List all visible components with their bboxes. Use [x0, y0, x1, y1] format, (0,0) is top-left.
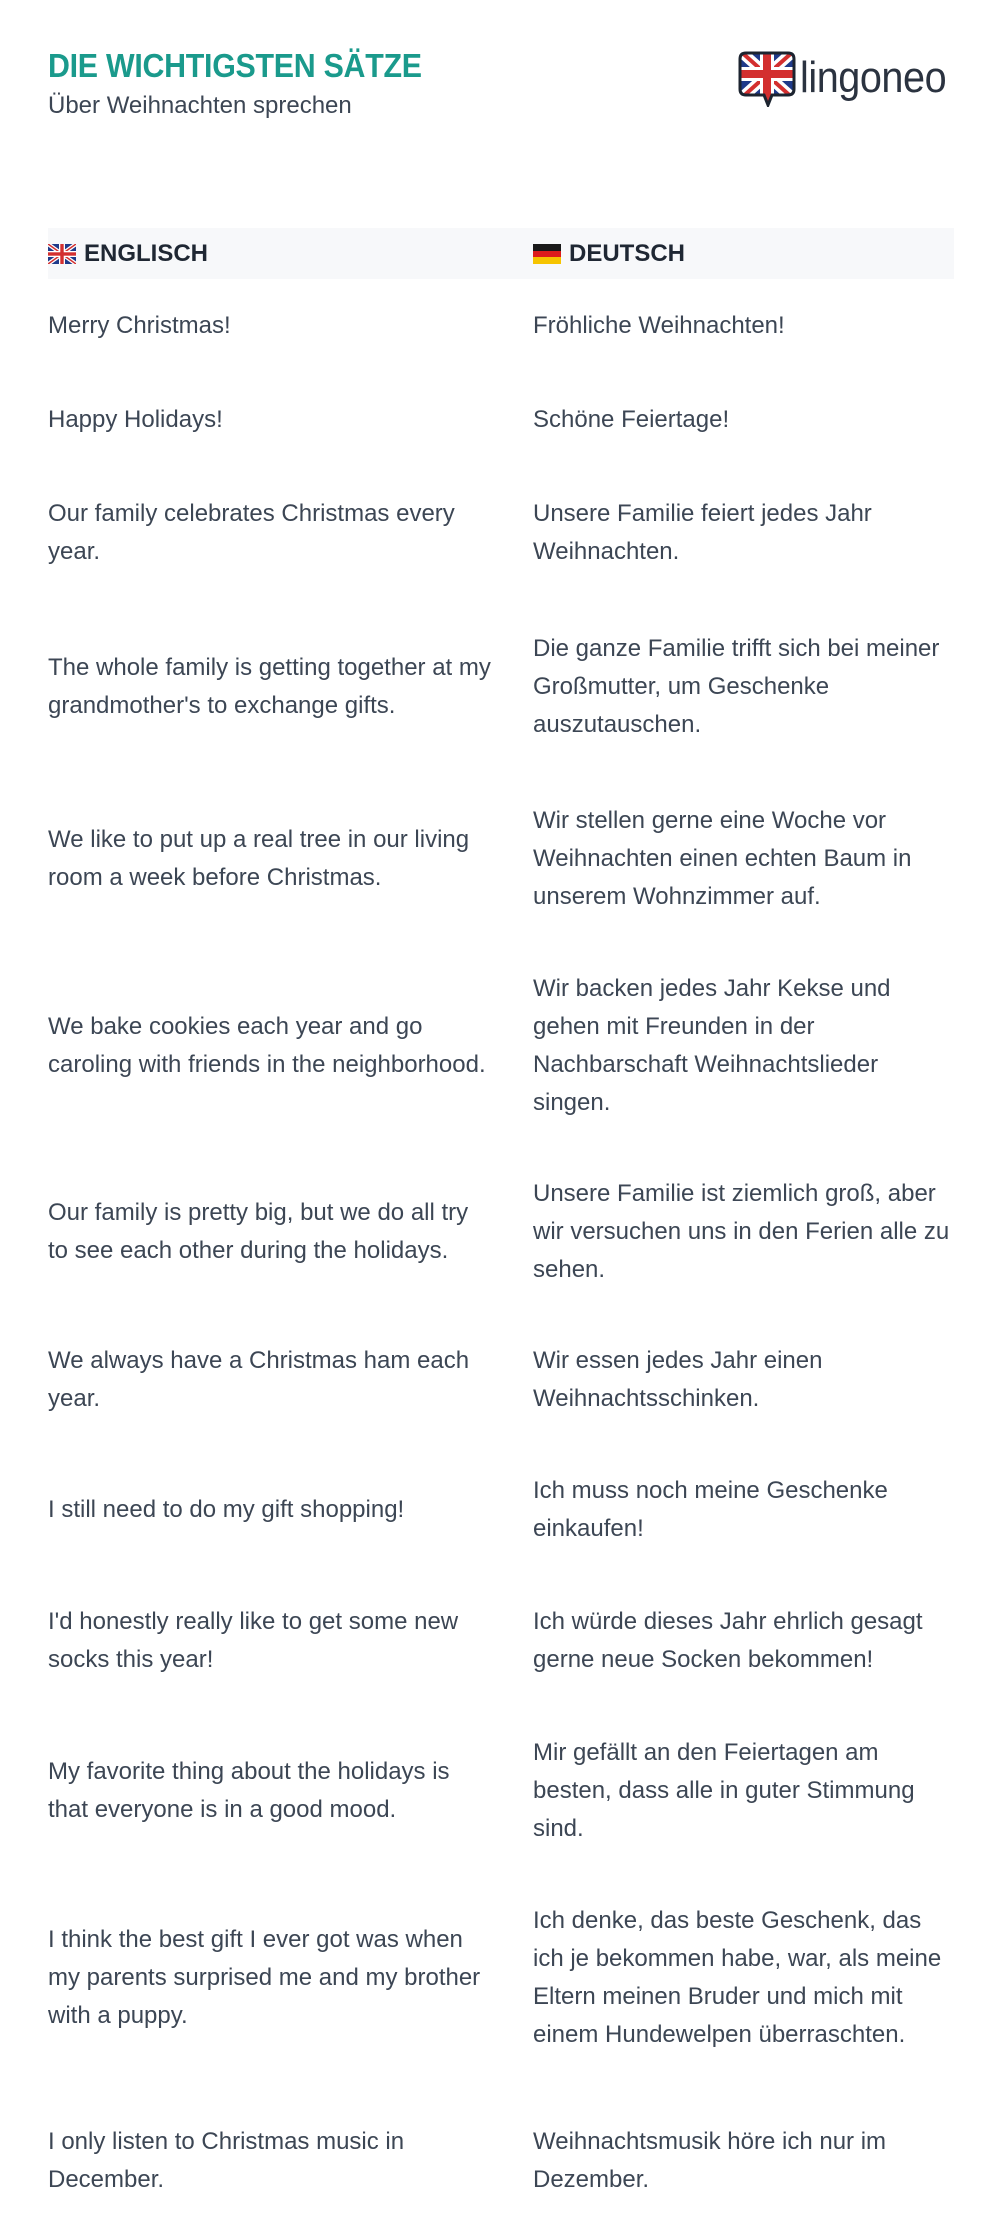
table-row	[48, 1315, 954, 1445]
english-phrase: We like to put up a real tree in our living room a week before Christmas.	[48, 826, 470, 891]
english-phrase: I'd honestly really like to get some new socks this year!	[48, 1608, 459, 1673]
english-phrase: Merry Christmas!	[48, 312, 231, 339]
table-header	[48, 228, 954, 279]
english-phrase: Our family is pretty big, but we do all try to see each other during the holidays.	[48, 1198, 469, 1264]
german-flag-icon	[533, 244, 561, 264]
german-phrase: Schöne Feiertage!	[533, 406, 730, 433]
column-header-english-label: ENGLISCH	[84, 239, 209, 267]
german-phrase: Wir stellen gerne eine Woche vor Weihnachten einen echten Baum in unserem Wohnzimmer auf.	[533, 807, 912, 910]
german-phrase: Wir backen jedes Jahr Kekse und gehen mit Freunden in der Nachbarschaft Weihnachtslieder singen.	[533, 974, 891, 1116]
table-row	[48, 1445, 954, 1575]
english-phrase: I think the best gift I ever got was when my parents surprised me and my brother with a puppy.	[48, 1926, 481, 2029]
table-row	[48, 2081, 954, 2235]
table-row	[48, 943, 954, 1148]
uk-flag-icon	[48, 244, 76, 264]
english-phrase: I only listen to Christmas music in December.	[48, 2128, 405, 2193]
column-header-german	[533, 228, 685, 279]
english-phrase: My favorite thing about the holidays is that everyone is in a good mood.	[48, 1758, 450, 1823]
table-row	[48, 279, 954, 373]
column-header-german-label: DEUTSCH	[569, 239, 686, 267]
table-row	[48, 1575, 954, 1707]
english-phrase: We bake cookies each year and go caroling with friends in the neighborhood.	[48, 1012, 486, 1078]
page-subtitle: Über Weihnachten sprechen	[48, 92, 352, 119]
german-phrase: Ich würde dieses Jahr ehrlich gesagt gerne neue Socken bekommen!	[533, 1608, 923, 1673]
german-phrase: Ich muss noch meine Geschenke einkaufen!	[533, 1477, 888, 1542]
german-phrase: Ich denke, das beste Geschenk, das ich je bekommen habe, war, als meine Eltern meinen Bruder und mich mit einem Hundewelpen überraschten.	[533, 1907, 942, 2048]
german-phrase: Fröhliche Weihnachten!	[533, 312, 785, 339]
table-row	[48, 1707, 954, 1875]
english-phrase: The whole family is getting together at my grandmother's to exchange gifts.	[48, 654, 491, 719]
page-title: DIE WICHTIGSTEN SÄTZE	[48, 47, 422, 84]
table-row	[48, 467, 954, 599]
german-phrase: Unsere Familie ist ziemlich groß, aber wir versuchen uns in den Ferien alle zu sehen.	[533, 1179, 950, 1283]
lingoneo-logo[interactable]	[738, 48, 962, 108]
uk-flag-speech-bubble-icon	[738, 49, 796, 107]
german-phrase: Wir essen jedes Jahr einen Weihnachtsschinken.	[533, 1347, 823, 1412]
table-row	[48, 1875, 954, 2081]
table-row	[48, 373, 954, 467]
table-row	[48, 599, 954, 775]
german-phrase: Die ganze Familie trifft sich bei meiner Großmutter, um Geschenke auszutauschen.	[533, 635, 940, 738]
table-row	[48, 775, 954, 943]
logo-text: lingoneo	[800, 53, 947, 102]
german-phrase: Unsere Familie feiert jedes Jahr Weihnachten.	[533, 500, 872, 565]
english-phrase: Our family celebrates Christmas every year.	[48, 500, 455, 565]
english-phrase: We always have a Christmas ham each year.	[48, 1347, 470, 1412]
column-header-english	[48, 228, 208, 279]
german-phrase: Mir gefällt an den Feiertagen am besten, dass alle in guter Stimmung sind.	[533, 1739, 915, 1842]
english-phrase: I still need to do my gift shopping!	[48, 1496, 405, 1523]
german-phrase: Weihnachtsmusik höre ich nur im Dezember.	[533, 2128, 887, 2193]
english-phrase: Happy Holidays!	[48, 406, 223, 433]
phrase-table	[48, 279, 954, 2235]
table-row	[48, 1148, 954, 1315]
page-header	[0, 0, 1000, 150]
